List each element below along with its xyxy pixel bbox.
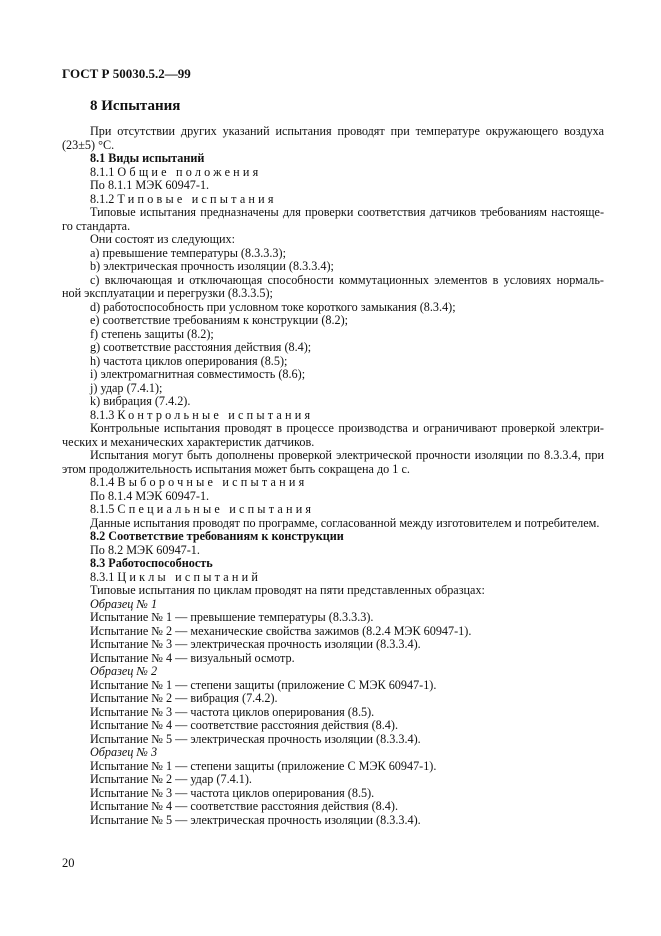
clause-title: Выборочные испытания bbox=[117, 475, 308, 489]
clause-number: 8.1.5 bbox=[90, 502, 115, 516]
paragraph-line: этом продолжительность испытания может быть сокращена до 1 с. bbox=[62, 461, 410, 476]
test-item: Испытание № 4 — соответствие расстояния действия (8.4). bbox=[90, 718, 399, 732]
paragraph-line: Типовые испытания предназначены для проверки соответствия датчиков требованиям настояще- bbox=[90, 206, 604, 219]
clause-title: Контрольные испытания bbox=[117, 407, 314, 422]
list-item: g) соответствие расстояния действия (8.4); bbox=[90, 340, 312, 354]
subsection-title: 8.3 Работоспособность bbox=[90, 556, 213, 570]
clause-heading bbox=[62, 476, 604, 490]
sample-title: Образец № 1 bbox=[90, 596, 158, 611]
list-item: f) степень защиты (8.2); bbox=[90, 326, 214, 341]
clause-heading bbox=[62, 503, 604, 517]
clause-title: Общие положения bbox=[117, 164, 262, 179]
list-item: a) превышение температуры (8.3.3.3); bbox=[90, 245, 286, 260]
paragraph-line: По 8.2 МЭК 60947-1. bbox=[90, 542, 200, 557]
page-number: 20 bbox=[62, 856, 75, 870]
test-item: Испытание № 1 — степени защиты (приложение С МЭК 60947-1). bbox=[90, 677, 437, 692]
paragraph-line: Данные испытания проводят по программе, согласованной между изготовителем и потребителем. bbox=[90, 515, 600, 530]
paragraph-line: Контрольные испытания проводят в процессе производства и ограничивают проверкой электри- bbox=[90, 422, 604, 435]
list-item: c) включающая и отключающая способности коммутационных элементов в условиях нормаль- bbox=[90, 273, 604, 287]
test-item: Испытание № 1 — превышение температуры (8.3.3.3). bbox=[90, 610, 374, 624]
clause-number: 8.1.2 bbox=[90, 191, 115, 206]
list-item: k) вибрация (7.4.2). bbox=[90, 394, 191, 408]
clause-number: 8.1.1 bbox=[90, 164, 115, 179]
clause-heading bbox=[62, 193, 604, 207]
subsection-title: 8.2 Соответствие требованиям к конструкции bbox=[90, 529, 344, 543]
paragraph-line: ческих и механических характеристик датчиков. bbox=[62, 434, 315, 449]
test-item: Испытание № 2 — механические свойства зажимов (8.2.4 МЭК 60947-1). bbox=[90, 623, 472, 638]
paragraph-line: го стандарта. bbox=[62, 218, 131, 233]
test-item: Испытание № 2 — удар (7.4.1). bbox=[90, 772, 252, 786]
clause-heading bbox=[62, 166, 604, 180]
test-item: Испытание № 3 — электрическая прочность изоляции (8.3.3.4). bbox=[90, 637, 421, 651]
sample-title: Образец № 2 bbox=[90, 664, 158, 678]
test-item: Испытание № 5 — электрическая прочность изоляции (8.3.3.4). bbox=[90, 812, 421, 827]
paragraph-line: Испытания могут быть дополнены проверкой электрической прочности изоляции по 8.3.3.4, при bbox=[90, 449, 604, 462]
clause-title: Циклы испытаний bbox=[117, 569, 262, 584]
test-item: Испытание № 1 — степени защиты (приложение С МЭК 60947-1). bbox=[90, 758, 437, 773]
test-item: Испытание № 4 — визуальный осмотр. bbox=[90, 650, 295, 665]
test-item: Испытание № 2 — вибрация (7.4.2). bbox=[90, 691, 278, 705]
list-item: e) соответствие требованиям к конструкции (8.2); bbox=[90, 313, 349, 327]
subsection-title: 8.1 Виды испытаний bbox=[90, 151, 205, 165]
test-item: Испытание № 3 — частота циклов оперирования (8.5). bbox=[90, 704, 375, 719]
clause-title: Специальные испытания bbox=[117, 502, 315, 516]
clause-heading bbox=[62, 571, 604, 585]
list-item: h) частота циклов оперирования (8.5); bbox=[90, 353, 288, 368]
list-item: b) электрическая прочность изоляции (8.3.3.4); bbox=[90, 259, 334, 273]
clause-number: 8.1.3 bbox=[90, 407, 115, 422]
paragraph-line: (23±5) °С. bbox=[62, 137, 115, 152]
clause-number: 8.3.1 bbox=[90, 569, 115, 584]
clause-title: Типовые испытания bbox=[117, 191, 277, 206]
paragraph-line: При отсутствии других указаний испытания проводят при температуре окружающего воздуха bbox=[90, 125, 604, 138]
section-title: 8 Испытания bbox=[90, 98, 181, 114]
test-item: Испытание № 5 — электрическая прочность изоляции (8.3.3.4). bbox=[90, 731, 421, 746]
body-text bbox=[62, 125, 604, 827]
clause-heading bbox=[62, 409, 604, 423]
sample-title: Образец № 3 bbox=[90, 745, 158, 759]
list-item: j) удар (7.4.1); bbox=[90, 380, 163, 395]
paragraph-line: Они состоят из следующих: bbox=[90, 232, 236, 246]
clause-number: 8.1.4 bbox=[90, 475, 115, 489]
test-item: Испытание № 3 — частота циклов оперирования (8.5). bbox=[90, 785, 375, 800]
paragraph-line: По 8.1.1 МЭК 60947-1. bbox=[90, 178, 210, 192]
test-item: Испытание № 4 — соответствие расстояния действия (8.4). bbox=[90, 799, 399, 813]
paragraph-line: По 8.1.4 МЭК 60947-1. bbox=[90, 488, 210, 503]
list-item: d) работоспособность при условном токе короткого замыкания (8.3.4); bbox=[90, 299, 456, 314]
document-header: ГОСТ Р 50030.5.2—99 bbox=[62, 66, 191, 81]
list-item: i) электромагнитная совместимость (8.6); bbox=[90, 367, 306, 381]
paragraph-line: Типовые испытания по циклам проводят на пяти представленных образцах: bbox=[90, 583, 485, 597]
list-item: ной эксплуатации и перегрузки (8.3.3.5); bbox=[62, 286, 273, 300]
